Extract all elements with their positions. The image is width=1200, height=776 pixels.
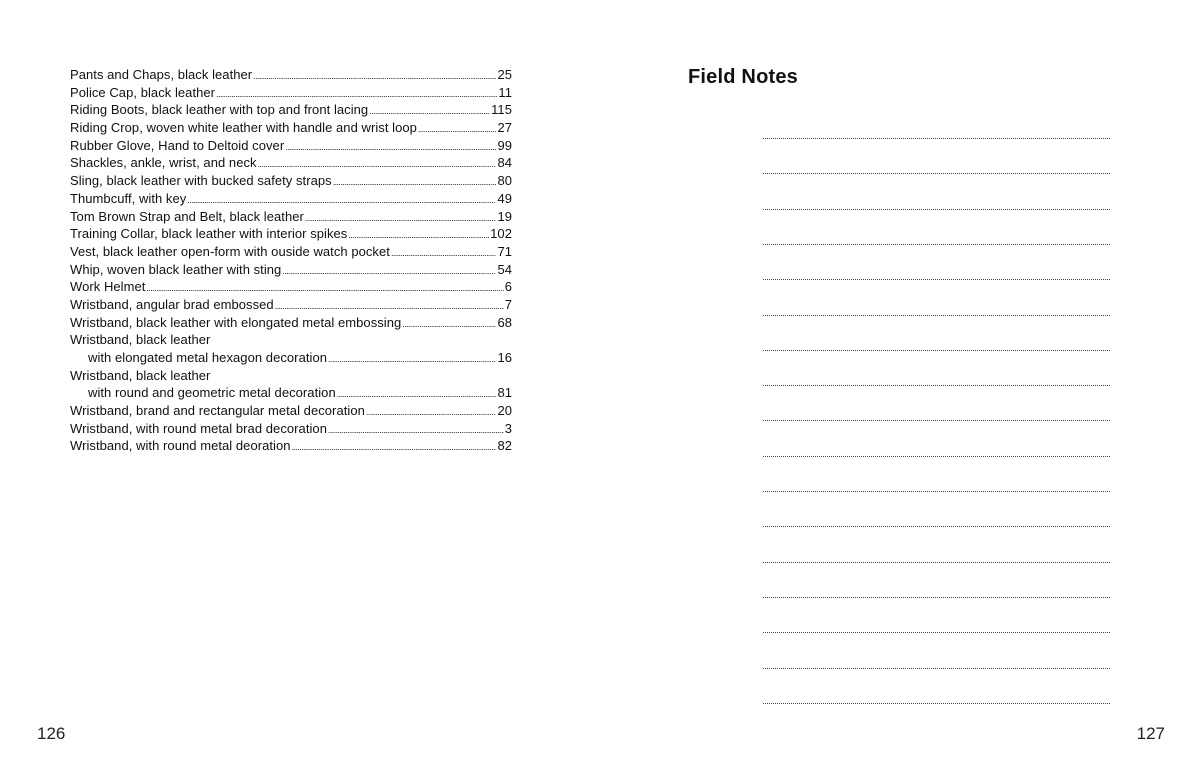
dot-leader — [418, 121, 497, 139]
note-line[interactable] — [763, 456, 1110, 457]
dot-leader — [282, 263, 496, 281]
page-number-right: 127 — [1136, 724, 1165, 743]
index-entry-line — [70, 367, 512, 385]
index-entry-text: Thumbcuff, with key — [70, 190, 187, 206]
index-entry — [70, 190, 512, 208]
index-entry-text: Wristband, brand and rectangular metal decoration — [70, 403, 365, 419]
index-entry-line — [70, 296, 512, 314]
index-page-number: 81 — [497, 385, 512, 401]
index-page-number: 49 — [497, 190, 512, 206]
index-entry — [70, 437, 512, 455]
note-line[interactable] — [763, 315, 1110, 316]
index-entry-line — [70, 119, 512, 137]
index-entry — [70, 66, 512, 84]
dot-leader — [285, 139, 496, 157]
index-entry-line — [70, 402, 512, 420]
dot-leader — [292, 439, 497, 457]
index-entry-line — [70, 208, 512, 226]
dot-leader — [333, 174, 497, 192]
index-entry — [70, 172, 512, 190]
note-line[interactable] — [763, 350, 1110, 351]
index-entry-text: Shackles, ankle, wrist, and neck — [70, 155, 257, 171]
index-entry-text: Tom Brown Strap and Belt, black leather — [70, 208, 304, 224]
field-notes-title: Field Notes — [688, 66, 798, 88]
note-line[interactable] — [763, 244, 1110, 245]
note-line[interactable] — [763, 279, 1110, 280]
index-entry-text: Training Collar, black leather with interior spikes — [70, 226, 348, 242]
index-page-number: 20 — [497, 403, 512, 419]
note-line[interactable] — [763, 420, 1110, 421]
index-entry-line — [70, 172, 512, 190]
index-entry-text: Riding Boots, black leather with top and front lacing — [70, 102, 369, 118]
dot-leader — [366, 404, 497, 422]
index-entry-line — [70, 154, 512, 172]
index-entry-text: Vest, black leather open-form with ouside watch pocket — [70, 243, 390, 259]
index-page-number: 7 — [504, 296, 512, 312]
index-entry — [70, 261, 512, 279]
index-entry-line — [70, 261, 512, 279]
index-page-number: 102 — [490, 226, 512, 242]
index-entry — [70, 84, 512, 102]
index-entry-line — [70, 243, 512, 261]
index-entry-line — [70, 349, 512, 367]
index-entry-line — [70, 384, 512, 402]
index-page-number: 68 — [497, 314, 512, 330]
index-entry-line — [70, 84, 512, 102]
index-entry — [70, 278, 512, 296]
note-line[interactable] — [763, 526, 1110, 527]
index-entry-line — [70, 437, 512, 455]
index-entry-text: Wristband, black leather — [70, 332, 211, 348]
dot-leader — [391, 245, 497, 263]
index-entry-line — [70, 420, 512, 438]
index-entry-text: with round and geometric metal decoration — [88, 385, 336, 401]
index-page-number: 99 — [497, 137, 512, 153]
note-line[interactable] — [763, 491, 1110, 492]
dot-leader — [328, 351, 496, 369]
index-entry-text: Pants and Chaps, black leather — [70, 67, 253, 82]
index-entry-text: Police Cap, black leather — [70, 84, 216, 100]
index-entry — [70, 402, 512, 420]
index-page-number: 80 — [497, 173, 512, 189]
index-entry-line — [70, 331, 512, 349]
index-page-number: 71 — [497, 243, 512, 259]
index-entry-line — [70, 225, 512, 243]
note-line[interactable] — [763, 209, 1110, 210]
index-entry-line — [70, 66, 512, 84]
index-page-number: 84 — [497, 155, 512, 171]
index-entry — [70, 154, 512, 172]
right-page — [600, 0, 1200, 776]
index-entry-text: with elongated metal hexagon decoration — [88, 350, 328, 365]
note-line[interactable] — [763, 173, 1110, 174]
index-entry — [70, 367, 512, 402]
index-entry-text: Wristband, with round metal brad decoration — [70, 420, 327, 436]
note-line[interactable] — [763, 703, 1110, 704]
note-line[interactable] — [763, 562, 1110, 563]
index-list — [70, 66, 512, 455]
index-entry-line — [70, 137, 512, 155]
index-page-number: 27 — [497, 120, 512, 136]
index-entry-text: Riding Crop, woven white leather with handle and wrist loop — [70, 120, 417, 136]
index-entry — [70, 420, 512, 438]
index-entry-line — [70, 278, 512, 296]
index-page-number: 115 — [491, 102, 512, 118]
index-page-number: 3 — [504, 420, 512, 436]
index-entry-text: Wristband, black leather with elongated metal embossing — [70, 314, 402, 330]
note-line[interactable] — [763, 597, 1110, 598]
index-entry — [70, 314, 512, 332]
note-line[interactable] — [763, 668, 1110, 669]
index-entry — [70, 119, 512, 137]
page-number-left: 126 — [37, 724, 66, 743]
index-entry-text: Wristband, angular brad embossed — [70, 296, 274, 312]
index-entry — [70, 137, 512, 155]
index-entry-text: Wristband, black leather — [70, 367, 211, 383]
index-page-number: 6 — [504, 279, 512, 295]
index-page-number: 19 — [497, 208, 512, 224]
index-entry — [70, 296, 512, 314]
dot-leader — [253, 68, 496, 86]
index-entry — [70, 208, 512, 226]
index-entry-text: Wristband, with round metal deoration — [70, 438, 291, 454]
note-line[interactable] — [763, 632, 1110, 633]
index-entry — [70, 243, 512, 261]
index-page-number: 11 — [498, 84, 512, 100]
index-entry — [70, 101, 512, 119]
dot-leader — [328, 422, 504, 440]
index-entry-text: Sling, black leather with bucked safety straps — [70, 173, 332, 189]
index-page-number: 54 — [497, 261, 512, 277]
note-line[interactable] — [763, 385, 1110, 386]
index-page-number: 16 — [497, 350, 512, 365]
index-entry — [70, 225, 512, 243]
index-entry-line — [70, 314, 512, 332]
dot-leader — [402, 316, 496, 334]
index-entry-text: Whip, woven black leather with sting — [70, 261, 282, 277]
index-entry-text: Work Helmet — [70, 279, 146, 295]
index-entry-text: Rubber Glove, Hand to Deltoid cover — [70, 137, 285, 153]
index-entry — [70, 331, 512, 366]
index-page-number: 25 — [497, 67, 512, 82]
index-page-number: 82 — [497, 438, 512, 454]
index-entry-line — [70, 101, 512, 119]
index-entry-line — [70, 190, 512, 208]
note-line[interactable] — [763, 138, 1110, 139]
